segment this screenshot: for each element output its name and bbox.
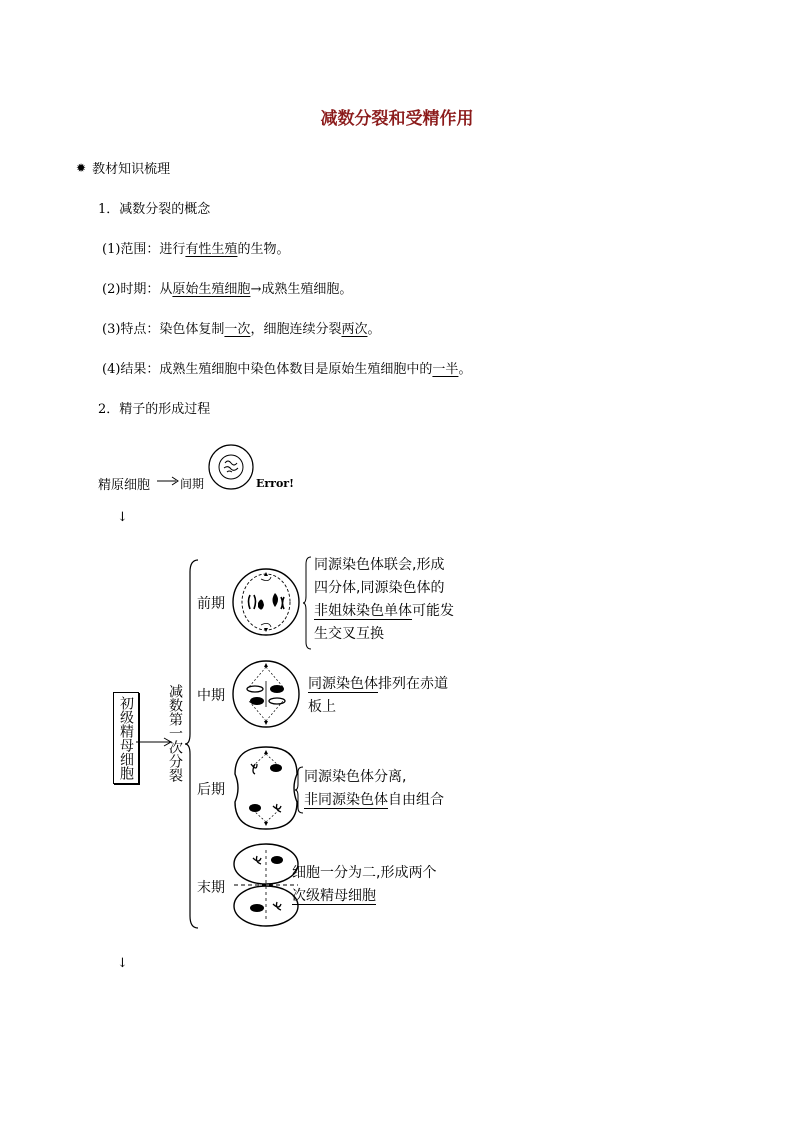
telophase-desc-answer: 次级精母细胞 (292, 888, 376, 904)
phase-telophase-label: 末期 (197, 880, 225, 896)
prophase-desc-answer: 非姐妹染色单体 (314, 603, 412, 619)
feature-line (102, 318, 380, 337)
metaphase-desc-line-1-end: 排列在赤道 (378, 676, 448, 692)
metaphase-desc-line-2: 板上 (308, 699, 336, 715)
prophase-desc-line-1: 同源染色体联会,形成 (314, 557, 445, 573)
feature-post: 。 (367, 322, 381, 337)
feature-answer-1: 一次 (224, 322, 251, 337)
metaphase-cell-image (231, 659, 301, 729)
arrow-right-icon (156, 474, 180, 488)
anaphase-desc-answer: 非同源染色体 (304, 792, 388, 808)
telophase-description (292, 862, 436, 908)
scope-line (102, 238, 289, 257)
down-arrow-1: ↓ (117, 510, 128, 525)
feature-pre: (3)特点：染色体复制 (102, 322, 225, 337)
time-answer: 原始生殖细胞 (172, 282, 251, 297)
scope-post: 的生物。 (237, 242, 290, 257)
anaphase-description (304, 766, 444, 812)
prophase-desc-line-4: 生交叉互换 (314, 626, 384, 642)
prophase-brace-icon (302, 556, 312, 650)
time-line (102, 278, 352, 297)
anaphase-brace-icon (294, 766, 304, 814)
prophase-desc-line-2: 四分体,同源染色体的 (314, 580, 445, 596)
big-brace-icon (184, 558, 200, 930)
prophase-description (314, 554, 454, 646)
error-text: Error! (256, 477, 294, 490)
result-answer: 一半 (432, 362, 459, 377)
down-arrow-2: ↓ (117, 956, 128, 971)
result-pre: (4)结果：成熟生殖细胞中染色体数目是原始生殖细胞中的 (102, 362, 433, 377)
phase-prophase-label: 前期 (197, 596, 225, 612)
result-post: 。 (458, 362, 472, 377)
time-pre: (2)时期：从 (102, 282, 173, 297)
primary-spermatocyte-box: 初级精母细胞 (113, 692, 139, 784)
spermatogonium-label: 精原细胞 (98, 478, 151, 493)
feature-mid: ，细胞连续分裂 (250, 322, 342, 337)
phase-metaphase-label: 中期 (197, 688, 225, 704)
result-line (102, 358, 471, 377)
meiosis-one-label: 减数第一次分裂 (167, 684, 183, 782)
scope-answer: 有性生殖 (185, 242, 238, 257)
prophase-desc-line-3-end: 可能发 (412, 603, 454, 619)
section-heading (76, 158, 170, 177)
anaphase-cell-image (231, 744, 301, 832)
anaphase-desc-line-1: 同源染色体分离, (304, 769, 407, 785)
metaphase-desc-answer: 同源染色体 (308, 676, 378, 692)
phase-anaphase-label: 后期 (197, 782, 225, 798)
metaphase-description (308, 673, 448, 719)
telophase-cell-image (231, 842, 301, 928)
spermatogonium-cell-image (206, 442, 256, 492)
prophase-cell-image (231, 567, 301, 637)
section-heading-label: 教材知识梳理 (92, 162, 171, 177)
anaphase-desc-line-2-end: 自由组合 (388, 792, 444, 808)
item1-heading: 1．减数分裂的概念 (98, 202, 211, 217)
telophase-desc-line-1: 细胞一分为二,形成两个 (292, 865, 437, 881)
item2-heading: 2．精子的形成过程 (98, 402, 211, 417)
time-post: →成熟生殖细胞。 (250, 282, 353, 297)
star-icon: ✹ (76, 160, 87, 175)
page-title: 减数分裂和受精作用 (320, 109, 474, 129)
interphase-label: 间期 (180, 477, 205, 491)
feature-answer-2: 两次 (341, 322, 368, 337)
scope-pre: (1)范围：进行 (102, 242, 186, 257)
